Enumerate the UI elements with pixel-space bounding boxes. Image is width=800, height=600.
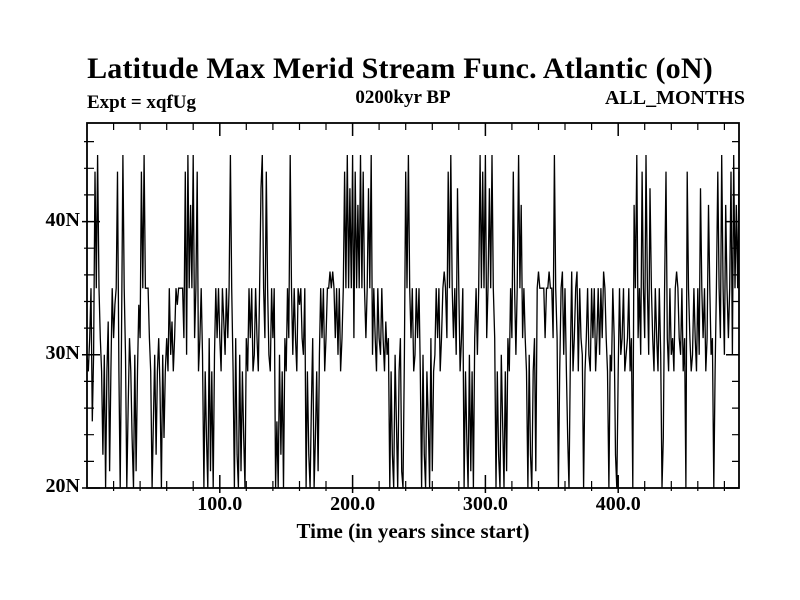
chart-title: Latitude Max Merid Stream Func. Atlantic (oN) [87, 52, 713, 85]
x-axis-title: Time (in years since start) [296, 519, 530, 543]
y-tick-label: 40N [45, 208, 80, 231]
y-tick-label: 30N [45, 341, 80, 364]
y-tick-label: 20N [45, 475, 80, 497]
x-tick-label: 400.0 [595, 493, 641, 515]
x-tick-label: 200.0 [330, 493, 376, 515]
months-label: ALL_MONTHS [604, 87, 745, 109]
time-bp-label: 0200kyr BP [355, 87, 451, 108]
x-tick-label: 300.0 [462, 493, 508, 515]
x-tick-label: 100.0 [197, 493, 243, 515]
experiment-label: Expt = xqfUg [87, 92, 197, 113]
data-series-line [87, 155, 739, 488]
